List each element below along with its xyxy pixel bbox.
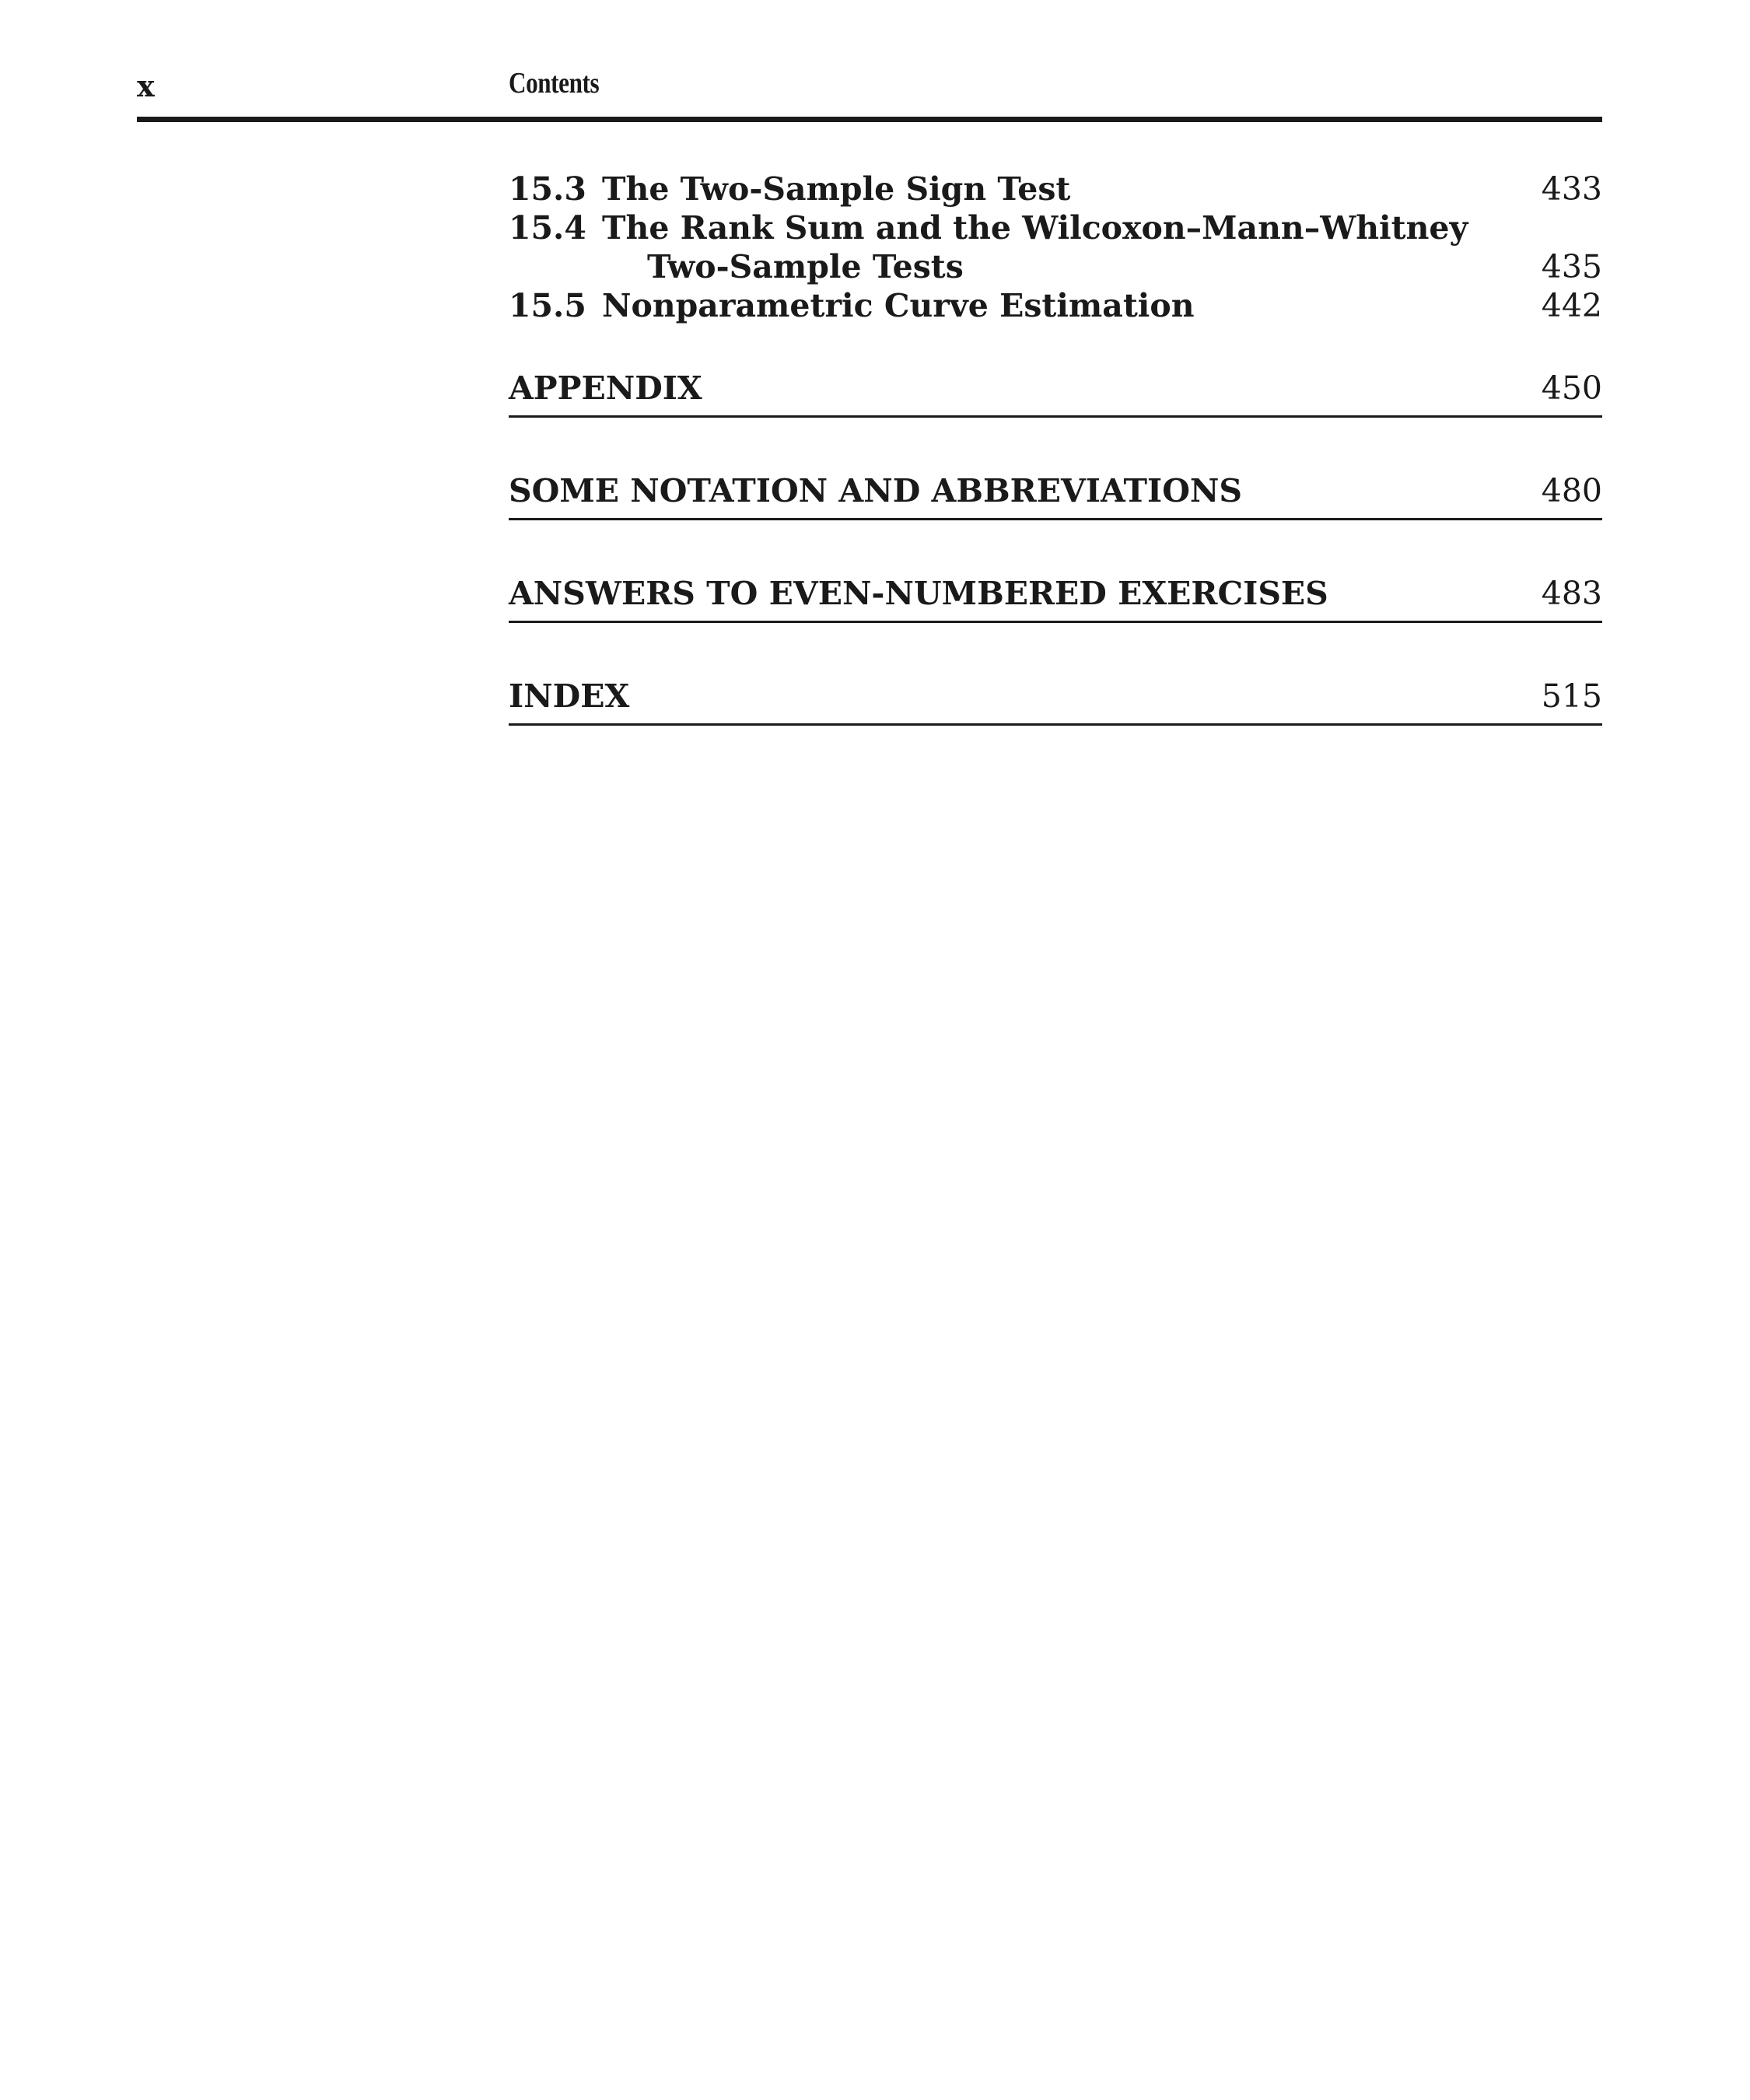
- page-number: x: [137, 68, 155, 103]
- section-list: [509, 170, 1602, 325]
- section-page: 435: [1541, 248, 1602, 285]
- toc-entry-notation[interactable]: [509, 471, 1602, 520]
- toc-entry-15-4[interactable]: [509, 208, 1602, 247]
- toc-entry-15-4-continued[interactable]: [509, 247, 1602, 286]
- back-matter-page: 515: [1541, 677, 1602, 715]
- toc-entry-appendix[interactable]: [509, 369, 1602, 418]
- running-title: Contents: [509, 67, 600, 100]
- toc-entry-15-5[interactable]: [509, 286, 1602, 325]
- section-page: 442: [1541, 287, 1602, 324]
- back-matter-page: 450: [1541, 369, 1602, 407]
- section-number: 15.5: [509, 287, 586, 324]
- section-title: The Two-Sample Sign Test: [602, 170, 1071, 208]
- back-matter-page: 483: [1541, 575, 1602, 612]
- back-matter-title: INDEX: [509, 677, 630, 715]
- section-title: The Rank Sum and the Wilcoxon–Mann–Whitney: [602, 209, 1468, 247]
- running-header: [137, 65, 1602, 120]
- section-number: 15.4: [509, 209, 586, 247]
- back-matter-page: 480: [1541, 472, 1602, 509]
- toc-entry-answers[interactable]: [509, 574, 1602, 623]
- section-title-continued: Two-Sample Tests: [647, 248, 964, 285]
- back-matter-title: APPENDIX: [509, 369, 702, 407]
- toc-entry-15-3[interactable]: [509, 170, 1602, 208]
- section-page: 433: [1541, 170, 1602, 208]
- toc-entry-index[interactable]: [509, 677, 1602, 726]
- section-title: Nonparametric Curve Estimation: [602, 287, 1195, 324]
- back-matter-title: SOME NOTATION AND ABBREVIATIONS: [509, 472, 1243, 509]
- back-matter-title: ANSWERS TO EVEN-NUMBERED EXERCISES: [509, 575, 1328, 612]
- section-number: 15.3: [509, 170, 586, 208]
- header-rule: [137, 117, 1602, 122]
